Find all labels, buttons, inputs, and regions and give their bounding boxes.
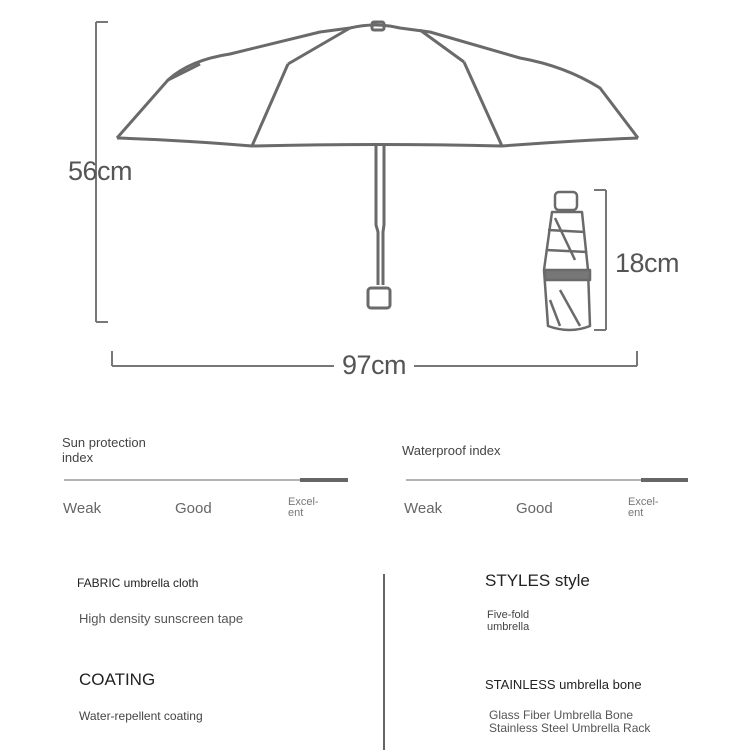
sun-index-low: Weak bbox=[63, 500, 102, 517]
water-index-bar bbox=[406, 476, 688, 484]
styles-title: STYLES style bbox=[485, 571, 590, 590]
styles-detail: Five-fold umbrella bbox=[487, 609, 530, 633]
folded-umbrella bbox=[544, 192, 590, 330]
bone-detail-2: Stainless Steel Umbrella Rack bbox=[489, 721, 651, 735]
width-label: 97cm bbox=[342, 350, 407, 380]
sun-index-title: Sun protection index bbox=[62, 435, 146, 465]
bone-detail-1: Glass Fiber Umbrella Bone bbox=[489, 708, 634, 722]
water-index-mid: Good bbox=[516, 500, 553, 517]
fabric-detail: High density sunscreen tape bbox=[79, 611, 244, 626]
fabric-title: FABRIC umbrella cloth bbox=[77, 576, 199, 590]
open-umbrella bbox=[117, 22, 638, 308]
folded-length-label: 18cm bbox=[615, 248, 680, 278]
bone-title: STAINLESS umbrella bone bbox=[485, 677, 642, 692]
sun-index-high: Excel-ent bbox=[288, 496, 319, 519]
coating-title: COATING bbox=[79, 670, 156, 689]
feature-divider bbox=[383, 574, 385, 750]
sun-index-bar bbox=[64, 476, 348, 484]
water-index-low: Weak bbox=[404, 500, 443, 517]
folded-bracket bbox=[594, 190, 606, 330]
height-label: 56cm bbox=[68, 156, 133, 186]
sun-index-mid: Good bbox=[175, 500, 212, 517]
coating-detail: Water-repellent coating bbox=[79, 709, 203, 723]
water-index-title: Waterproof index bbox=[402, 443, 501, 458]
water-index-high: Excel-ent bbox=[628, 496, 659, 519]
